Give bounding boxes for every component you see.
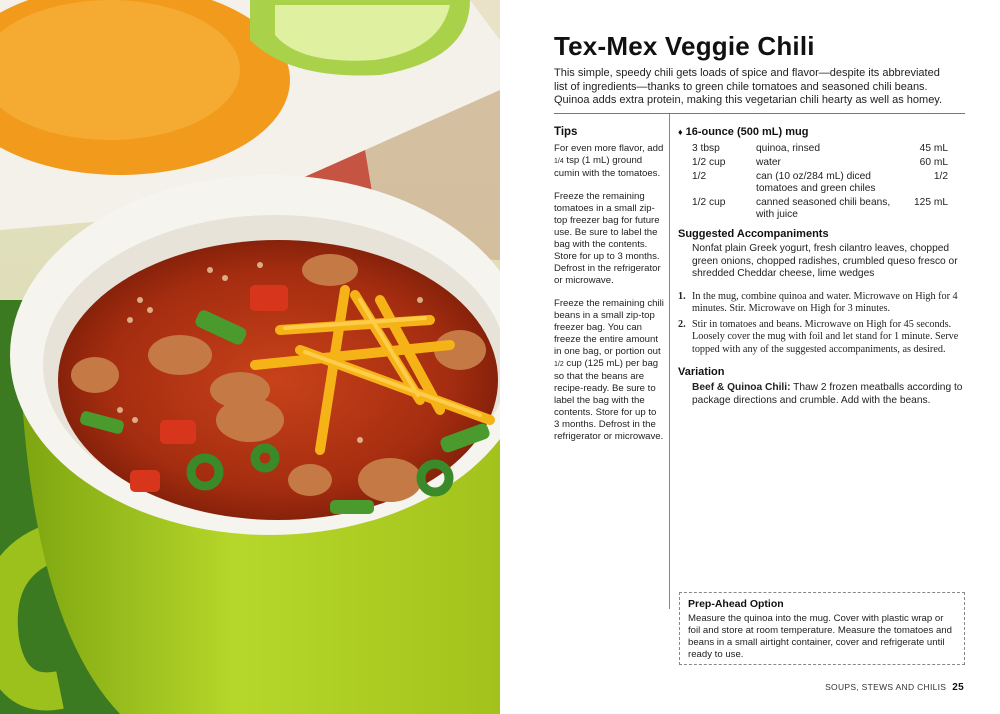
column-divider <box>669 114 670 609</box>
variation-text: Beef & Quinoa Chili: Thaw 2 frozen meatballs according to package directions and crumble. Add with the beans. <box>692 382 963 406</box>
ingredient-qty: 3 tbsp <box>692 143 720 154</box>
ingredient-name: can (10 oz/284 mL) diced tomatoes and green chiles <box>756 171 876 194</box>
ingredient-row <box>692 142 948 156</box>
ingredient-row <box>692 156 948 170</box>
step-item: 1. In the mug, combine quinoa and water. Microwave on High for 4 minutes. Stir. Microwave on High for 3 minutes. <box>678 290 958 314</box>
prep-ahead-text: Measure the quinoa into the mug. Cover with plastic wrap or foil and store at room temperature. Measure the tomatoes and beans in a small airtight container, cover and refrigerate until ready to use. <box>688 613 952 660</box>
step-item: 2. Stir in tomatoes and beans. Microwave on High for 45 seconds. Loosely cover the mug with foil and let stand for 1 minute. Serve topped with any of the suggested accompaniments, as desired. <box>678 318 959 355</box>
tip-2: Freeze the remaining tomatoes in a small zip-top freezer bag for future use. Be sure to label the bag with the contents. Store for up to 3 months. Defrost in the refrigerator or microwave. <box>554 191 661 286</box>
ingredient-metric: 1/2 <box>933 171 948 182</box>
tips-sidebar <box>554 126 664 454</box>
section-name: SOUPS, STEWS AND CHILIS <box>825 682 947 692</box>
steps-list <box>678 291 968 357</box>
diamond-icon: ♦ <box>678 127 683 137</box>
prep-ahead-heading: Prep-Ahead Option <box>688 598 784 610</box>
top-rule <box>554 113 965 114</box>
page-footer <box>825 682 964 693</box>
ingredient-metric: 60 mL <box>919 157 948 168</box>
recipe-title: Tex-Mex Veggie Chili <box>554 31 815 61</box>
ingredients-table <box>692 142 948 222</box>
ingredient-metric: 45 mL <box>919 143 948 154</box>
tips-heading: Tips <box>554 126 578 138</box>
ingredient-metric: 125 mL <box>914 197 948 208</box>
mug-size: ♦ 16-ounce (500 mL) mug <box>678 126 809 138</box>
ingredient-row <box>692 196 948 222</box>
ingredient-name: quinoa, rinsed <box>756 143 821 154</box>
ingredient-qty: 1/2 <box>692 171 707 182</box>
tip-1: For even more flavor, add 1/4 tsp (1 mL) ground cumin with the tomatoes. <box>554 143 664 179</box>
fraction: 1/4 <box>554 158 564 165</box>
recipe-page <box>500 0 1000 714</box>
ingredient-name: water <box>756 157 781 168</box>
page-number: 25 <box>952 682 964 693</box>
tip-3: Freeze the remaining chili beans in a small zip-top freezer bag. You can freeze the entire amount in one bag, or portion out 1/2 cup (125 mL) per bag so that the beans are recipe-ready. Be sure to label the bag with the contents. Store for up to 3 months. Defrost in the refrigerator or microwave. <box>554 298 664 442</box>
fraction: 1/2 <box>554 361 564 368</box>
variation-heading: Variation <box>678 366 725 378</box>
ingredient-qty: 1/2 cup <box>692 197 726 208</box>
ingredient-qty: 1/2 cup <box>692 157 726 168</box>
ingredient-name: canned seasoned chili beans, with juice <box>756 197 891 220</box>
recipe-main <box>678 126 968 407</box>
ingredient-row <box>692 170 948 196</box>
recipe-intro: This simple, speedy chili gets loads of spice and flavor—despite its abbreviated list of ingredients—thanks to green chile tomatoes and seasoned chili beans. Quinoa adds extra protein, making this vegetarian chili hearty as well as homey. <box>554 67 943 106</box>
accompaniments-heading: Suggested Accompaniments <box>678 228 829 240</box>
prep-ahead-box <box>679 592 965 665</box>
accompaniments-text: Nonfat plain Greek yogurt, fresh cilantro leaves, chopped green onions, chopped radishes, crumbled queso fresco or shredded Cheddar cheese, lime wedges <box>692 243 958 279</box>
